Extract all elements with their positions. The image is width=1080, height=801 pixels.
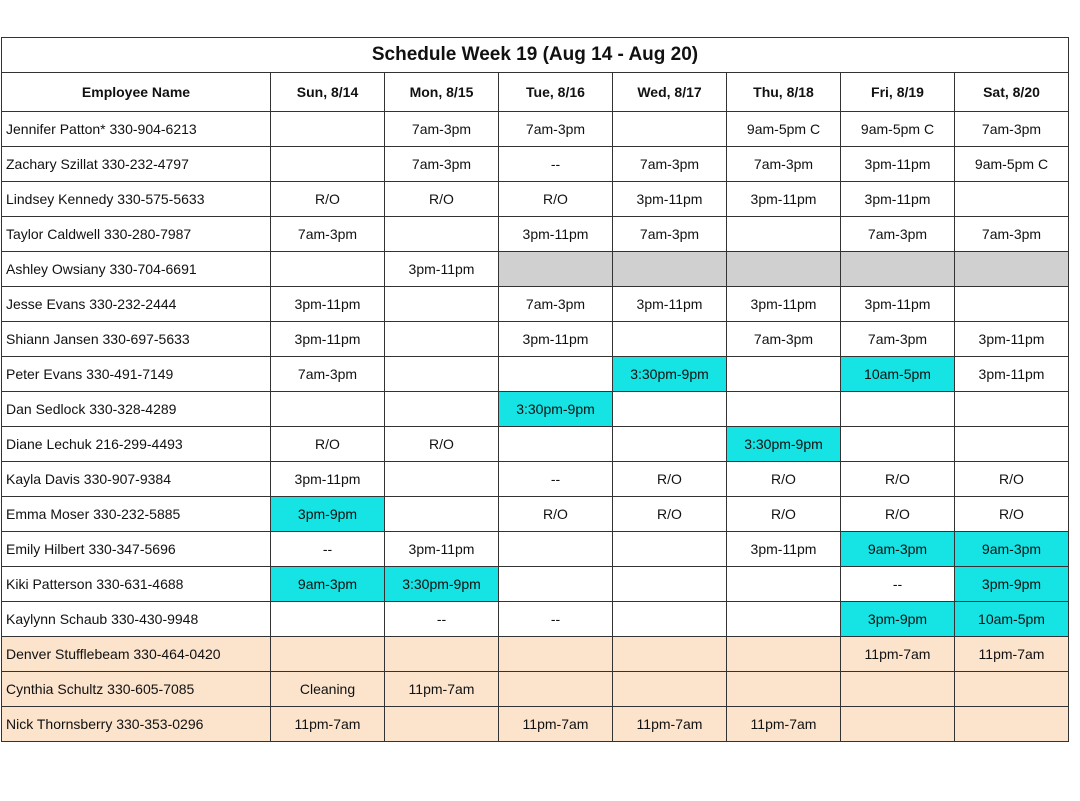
employee-name-cell: Jesse Evans 330-232-2444 <box>2 287 271 322</box>
employee-name-cell: Taylor Caldwell 330-280-7987 <box>2 217 271 252</box>
table-row <box>2 637 1069 672</box>
shift-cell-thu <box>727 357 841 392</box>
shift-cell-sat: 7am-3pm <box>955 112 1069 147</box>
table-row <box>2 252 1069 287</box>
shift-cell-mon <box>385 217 499 252</box>
shift-cell-fri: 7am-3pm <box>841 322 955 357</box>
shift-cell-sun: -- <box>271 532 385 567</box>
shift-cell-sun <box>271 147 385 182</box>
shift-cell-sat: 9am-3pm <box>955 532 1069 567</box>
shift-cell-sun: R/O <box>271 427 385 462</box>
shift-cell-fri: 7am-3pm <box>841 217 955 252</box>
table-row <box>2 672 1069 707</box>
employee-name-cell: Ashley Owsiany 330-704-6691 <box>2 252 271 287</box>
schedule-table <box>1 37 1069 742</box>
shift-cell-tue: -- <box>499 147 613 182</box>
shift-cell-tue: -- <box>499 462 613 497</box>
employee-name-cell: Emily Hilbert 330-347-5696 <box>2 532 271 567</box>
shift-cell-fri <box>841 707 955 742</box>
shift-cell-sat: 11pm-7am <box>955 637 1069 672</box>
shift-cell-sat: 7am-3pm <box>955 217 1069 252</box>
shift-cell-mon: 3pm-11pm <box>385 532 499 567</box>
shift-cell-sat: 3pm-11pm <box>955 322 1069 357</box>
table-row <box>2 322 1069 357</box>
shift-cell-tue: 3pm-11pm <box>499 322 613 357</box>
table-row <box>2 567 1069 602</box>
employee-name-cell: Lindsey Kennedy 330-575-5633 <box>2 182 271 217</box>
shift-cell-thu <box>727 637 841 672</box>
shift-cell-sun: 3pm-11pm <box>271 462 385 497</box>
employee-name-cell: Diane Lechuk 216-299-4493 <box>2 427 271 462</box>
table-row <box>2 217 1069 252</box>
table-row <box>2 287 1069 322</box>
shift-cell-thu: 3pm-11pm <box>727 532 841 567</box>
shift-cell-wed: 3pm-11pm <box>613 182 727 217</box>
shift-cell-sat: R/O <box>955 497 1069 532</box>
table-row <box>2 392 1069 427</box>
shift-cell-thu <box>727 567 841 602</box>
shift-cell-wed <box>613 602 727 637</box>
shift-cell-thu: 3pm-11pm <box>727 182 841 217</box>
shift-cell-thu <box>727 392 841 427</box>
employee-name-cell: Cynthia Schultz 330-605-7085 <box>2 672 271 707</box>
column-header-wed: Wed, 8/17 <box>613 73 727 112</box>
shift-cell-fri: 3pm-11pm <box>841 147 955 182</box>
shift-cell-sun: 7am-3pm <box>271 357 385 392</box>
schedule-body <box>2 112 1069 742</box>
table-row <box>2 427 1069 462</box>
shift-cell-thu: 7am-3pm <box>727 147 841 182</box>
shift-cell-fri: 10am-5pm <box>841 357 955 392</box>
shift-cell-fri: R/O <box>841 462 955 497</box>
shift-cell-sat: R/O <box>955 462 1069 497</box>
shift-cell-tue: R/O <box>499 182 613 217</box>
shift-cell-sat: 3pm-9pm <box>955 567 1069 602</box>
shift-cell-wed <box>613 672 727 707</box>
shift-cell-mon <box>385 322 499 357</box>
shift-cell-sat <box>955 707 1069 742</box>
employee-name-cell: Zachary Szillat 330-232-4797 <box>2 147 271 182</box>
shift-cell-sat <box>955 392 1069 427</box>
shift-cell-sun: Cleaning <box>271 672 385 707</box>
shift-cell-tue <box>499 637 613 672</box>
shift-cell-wed <box>613 567 727 602</box>
shift-cell-fri: 9am-5pm C <box>841 112 955 147</box>
shift-cell-mon: 11pm-7am <box>385 672 499 707</box>
column-header-row <box>2 73 1069 112</box>
shift-cell-fri <box>841 392 955 427</box>
shift-cell-tue <box>499 532 613 567</box>
shift-cell-sun: 7am-3pm <box>271 217 385 252</box>
shift-cell-wed <box>613 427 727 462</box>
shift-cell-wed <box>613 637 727 672</box>
table-row <box>2 602 1069 637</box>
shift-cell-mon: 7am-3pm <box>385 112 499 147</box>
shift-cell-sat: 3pm-11pm <box>955 357 1069 392</box>
shift-cell-tue: 7am-3pm <box>499 287 613 322</box>
shift-cell-sun <box>271 252 385 287</box>
shift-cell-wed: 3pm-11pm <box>613 287 727 322</box>
shift-cell-mon <box>385 357 499 392</box>
shift-cell-wed <box>613 322 727 357</box>
shift-cell-sat <box>955 672 1069 707</box>
shift-cell-thu: R/O <box>727 497 841 532</box>
shift-cell-fri: 11pm-7am <box>841 637 955 672</box>
employee-name-cell: Emma Moser 330-232-5885 <box>2 497 271 532</box>
shift-cell-tue <box>499 672 613 707</box>
shift-cell-sat <box>955 252 1069 287</box>
shift-cell-fri: -- <box>841 567 955 602</box>
shift-cell-thu <box>727 672 841 707</box>
column-header-fri: Fri, 8/19 <box>841 73 955 112</box>
shift-cell-sun: 11pm-7am <box>271 707 385 742</box>
shift-cell-tue: 3:30pm-9pm <box>499 392 613 427</box>
shift-cell-thu <box>727 252 841 287</box>
shift-cell-thu <box>727 602 841 637</box>
table-row <box>2 462 1069 497</box>
shift-cell-mon <box>385 462 499 497</box>
shift-cell-mon: R/O <box>385 427 499 462</box>
employee-name-cell: Nick Thornsberry 330-353-0296 <box>2 707 271 742</box>
shift-cell-tue <box>499 427 613 462</box>
employee-name-cell: Kaylynn Schaub 330-430-9948 <box>2 602 271 637</box>
shift-cell-thu: 9am-5pm C <box>727 112 841 147</box>
shift-cell-fri: R/O <box>841 497 955 532</box>
employee-name-cell: Dan Sedlock 330-328-4289 <box>2 392 271 427</box>
table-row <box>2 707 1069 742</box>
table-row <box>2 532 1069 567</box>
shift-cell-fri: 3pm-9pm <box>841 602 955 637</box>
employee-name-cell: Denver Stufflebeam 330-464-0420 <box>2 637 271 672</box>
shift-cell-mon <box>385 392 499 427</box>
shift-cell-tue: 7am-3pm <box>499 112 613 147</box>
column-header-tue: Tue, 8/16 <box>499 73 613 112</box>
shift-cell-sun: 3pm-9pm <box>271 497 385 532</box>
shift-cell-sat <box>955 427 1069 462</box>
shift-cell-fri <box>841 252 955 287</box>
shift-cell-tue: 11pm-7am <box>499 707 613 742</box>
shift-cell-sat <box>955 287 1069 322</box>
shift-cell-wed <box>613 532 727 567</box>
column-header-sun: Sun, 8/14 <box>271 73 385 112</box>
shift-cell-sun <box>271 112 385 147</box>
shift-cell-thu: 7am-3pm <box>727 322 841 357</box>
employee-name-cell: Peter Evans 330-491-7149 <box>2 357 271 392</box>
employee-name-cell: Jennifer Patton* 330-904-6213 <box>2 112 271 147</box>
shift-cell-sun <box>271 637 385 672</box>
shift-cell-wed: R/O <box>613 497 727 532</box>
shift-cell-wed: 7am-3pm <box>613 217 727 252</box>
table-row <box>2 497 1069 532</box>
shift-cell-mon: R/O <box>385 182 499 217</box>
shift-cell-wed <box>613 112 727 147</box>
shift-cell-wed: 3:30pm-9pm <box>613 357 727 392</box>
shift-cell-tue <box>499 357 613 392</box>
shift-cell-fri <box>841 427 955 462</box>
shift-cell-wed: 11pm-7am <box>613 707 727 742</box>
shift-cell-fri: 9am-3pm <box>841 532 955 567</box>
shift-cell-tue <box>499 252 613 287</box>
shift-cell-mon: -- <box>385 602 499 637</box>
shift-cell-wed <box>613 392 727 427</box>
shift-cell-wed: R/O <box>613 462 727 497</box>
shift-cell-sun <box>271 602 385 637</box>
shift-cell-tue <box>499 567 613 602</box>
shift-cell-mon: 7am-3pm <box>385 147 499 182</box>
column-header-sat: Sat, 8/20 <box>955 73 1069 112</box>
table-row <box>2 112 1069 147</box>
shift-cell-wed <box>613 252 727 287</box>
shift-cell-sat: 9am-5pm C <box>955 147 1069 182</box>
column-header-employee-name: Employee Name <box>2 73 271 112</box>
table-row <box>2 357 1069 392</box>
table-row <box>2 147 1069 182</box>
employee-name-cell: Kiki Patterson 330-631-4688 <box>2 567 271 602</box>
shift-cell-tue: -- <box>499 602 613 637</box>
table-row <box>2 182 1069 217</box>
shift-cell-sun: 3pm-11pm <box>271 287 385 322</box>
shift-cell-thu: 3pm-11pm <box>727 287 841 322</box>
shift-cell-mon: 3pm-11pm <box>385 252 499 287</box>
shift-cell-thu: 3:30pm-9pm <box>727 427 841 462</box>
shift-cell-mon <box>385 287 499 322</box>
shift-cell-sat <box>955 182 1069 217</box>
shift-cell-fri: 3pm-11pm <box>841 182 955 217</box>
shift-cell-thu: R/O <box>727 462 841 497</box>
shift-cell-mon <box>385 497 499 532</box>
shift-cell-sun: R/O <box>271 182 385 217</box>
column-header-mon: Mon, 8/15 <box>385 73 499 112</box>
shift-cell-sun: 3pm-11pm <box>271 322 385 357</box>
shift-cell-wed: 7am-3pm <box>613 147 727 182</box>
shift-cell-mon: 3:30pm-9pm <box>385 567 499 602</box>
column-header-thu: Thu, 8/18 <box>727 73 841 112</box>
shift-cell-thu: 11pm-7am <box>727 707 841 742</box>
shift-cell-sat: 10am-5pm <box>955 602 1069 637</box>
employee-name-cell: Kayla Davis 330-907-9384 <box>2 462 271 497</box>
shift-cell-mon <box>385 637 499 672</box>
schedule-title: Schedule Week 19 (Aug 14 - Aug 20) <box>2 38 1069 73</box>
shift-cell-thu <box>727 217 841 252</box>
shift-cell-fri <box>841 672 955 707</box>
shift-cell-fri: 3pm-11pm <box>841 287 955 322</box>
shift-cell-sun: 9am-3pm <box>271 567 385 602</box>
employee-name-cell: Shiann Jansen 330-697-5633 <box>2 322 271 357</box>
shift-cell-sun <box>271 392 385 427</box>
shift-cell-tue: R/O <box>499 497 613 532</box>
shift-cell-mon <box>385 707 499 742</box>
shift-cell-tue: 3pm-11pm <box>499 217 613 252</box>
